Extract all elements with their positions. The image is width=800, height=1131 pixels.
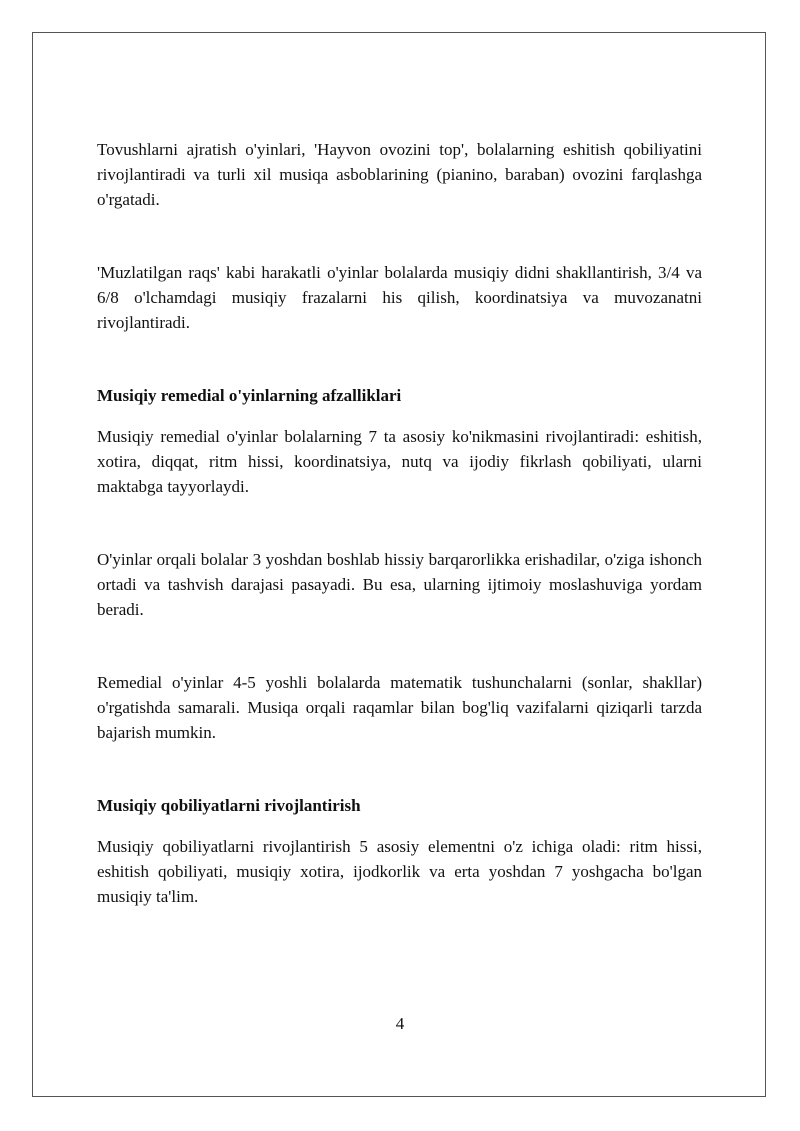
section-heading-benefits [97,383,702,408]
section-heading: Musiqiy qobiliyatlarni rivojlantirish [97,796,361,815]
section-heading-abilities [97,793,702,818]
paragraph-abilities-elements [97,834,702,909]
paragraph-text: Musiqiy remedial o'yinlar bolalarning 7 ta asosiy ko'nikmasini rivojlantiradi: eshitish, xotira, diqqat, ritm hissi, koordinatsiya, nutq va ijodiy fikrlash qobiliyati, ularni maktabga tayyorlaydi. [97,427,702,496]
paragraph-text: Musiqiy qobiliyatlarni rivojlantirish 5 asosiy elementni o'z ichiga oladi: ritm hissi, eshitish qobiliyati, musiqiy xotira, ijodkorlik va erta yoshdan 7 yoshgacha bo'lgan musiqiy ta'lim. [97,837,702,906]
paragraph-text: Tovushlarni ajratish o'yinlari, 'Hayvon ovozini top', bolalarning eshitish qobiliyatini rivojlantiradi va turli xil musiqa asboblarining (pianino, baraban) ovozini farqlashga o'rgatadi. [97,140,702,209]
page-number: 4 [395,1014,405,1033]
paragraph-text: 'Muzlatilgan raqs' kabi harakatli o'yinlar bolalarda musiqiy didni shakllantirish, 3/4 va 6/8 o'lchamdagi musiqiy frazalarni his qilish, koordinatsiya va muvozanatni rivojlantiradi. [97,263,702,332]
paragraph-text: Remedial o'yinlar 4-5 yoshli bolalarda matematik tushunchalarni (sonlar, shakllar) o'rgatishda samarali. Musiqa orqali raqamlar bilan bog'liq vazifalarni qiziqarli tarzda bajarish mumkin. [97,673,702,742]
paragraph-text: O'yinlar orqali bolalar 3 yoshdan boshlab hissiy barqarorlikka erishadilar, o'ziga ishonch ortadi va tashvish darajasi pasayadi. Bu esa, ularning ijtimoiy moslashuviga yordam beradi. [97,550,702,619]
paragraph-sound-games [97,137,702,212]
paragraph-math-concepts [97,670,702,745]
paragraph-benefits-skills [97,424,702,499]
paragraph-movement-games [97,260,702,335]
paragraph-emotional-stability [97,547,702,622]
section-heading: Musiqiy remedial o'yinlarning afzalliklari [97,386,402,405]
